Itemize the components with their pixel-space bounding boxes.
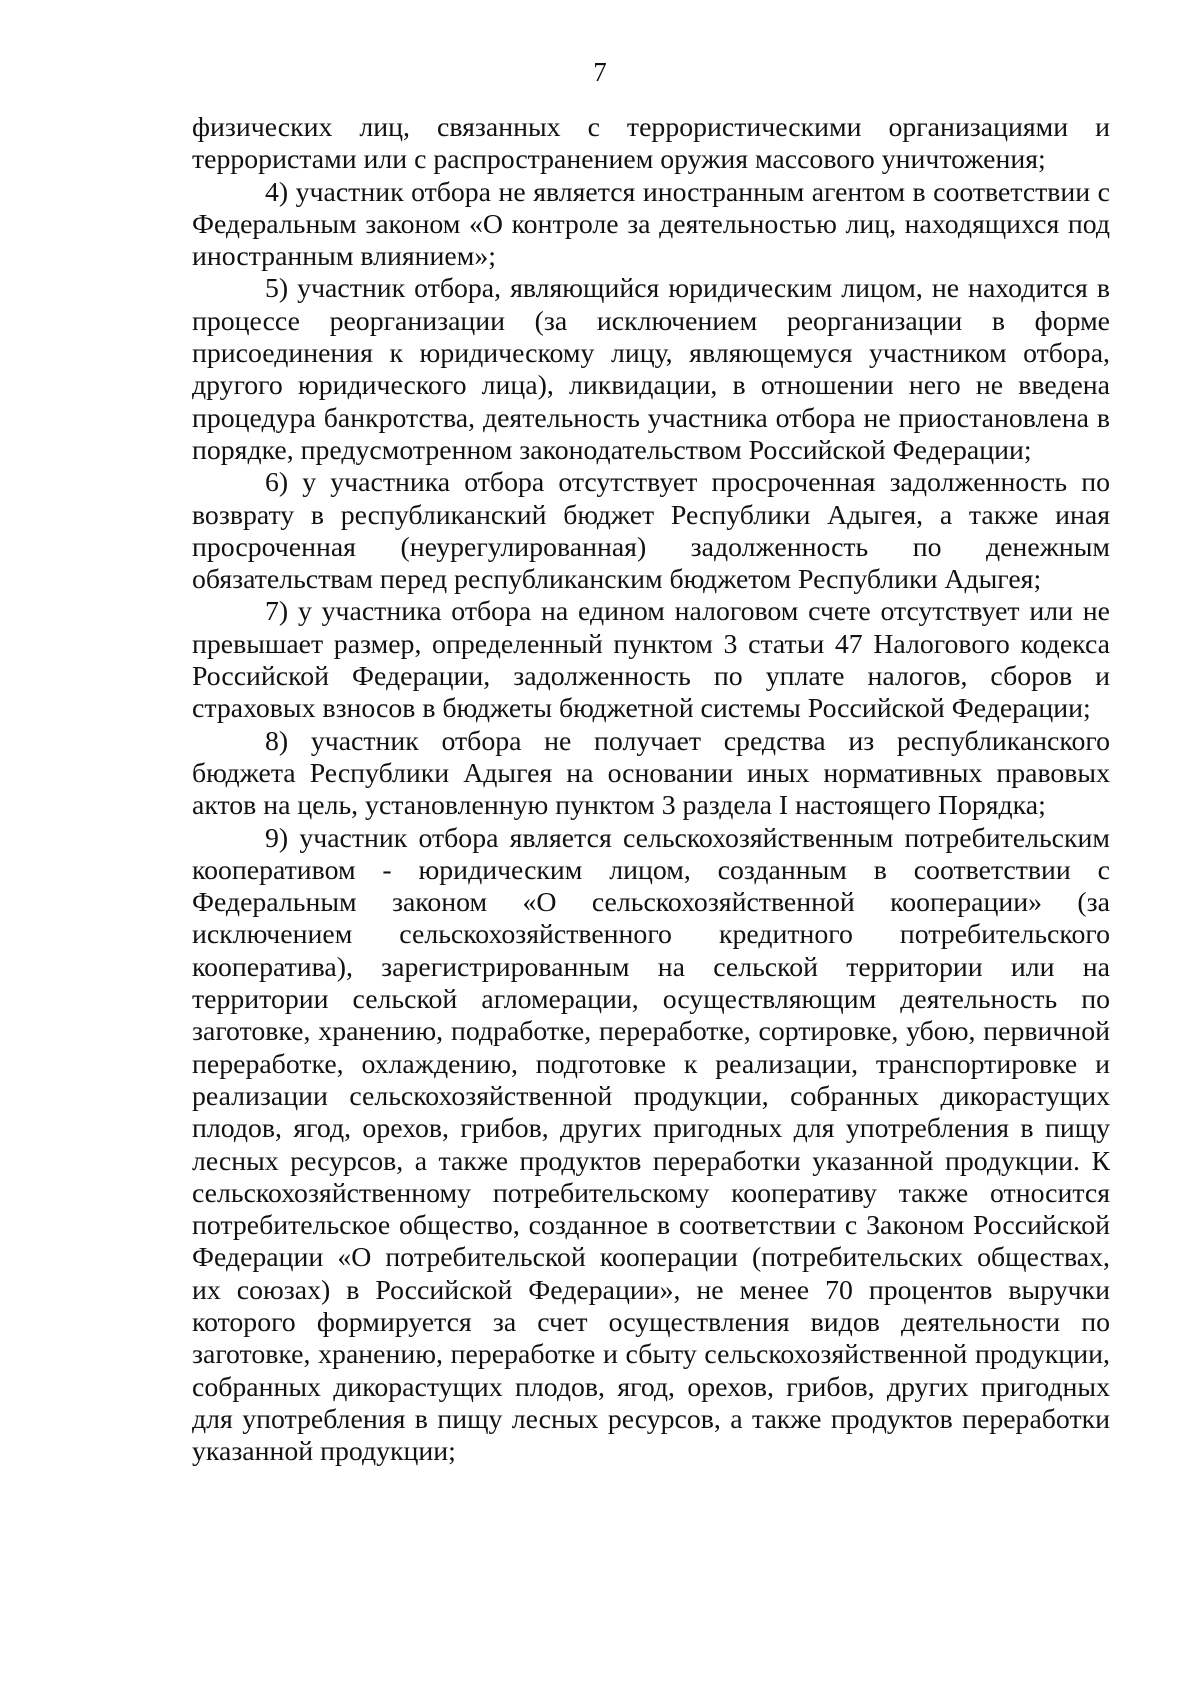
paragraph-item-4: 4) участник отбора не является иностранным агентом в соответствии с Федеральным законом «О контроле за деятельностью лиц, находящихся под иностранным влиянием»; — [192, 176, 1110, 273]
page-number: 7 — [593, 57, 607, 87]
paragraph-item-9: 9) участник отбора является сельскохозяйственным потребительским кооперативом - юридическим лицом, созданным в соответствии с Федеральным законом «О сельскохозяйственной кооперации» (за исключением сельскохозяйственного кредитного потребительского кооператива), зарегистрированным на сельской территории или на территории сельской агломерации, осуществляющим деятельность по заготовке, хранению, подработке, переработке, сортировке, убою, первичной переработке, охлаждению, подготовке к реализации, транспортировке и реализации сельскохозяйственной продукции, собранных дикорастущих плодов, ягод, орехов, грибов, других пригодных для употребления в пищу лесных ресурсов, а также продуктов переработки указанной продукции. К сельскохозяйственному потребительскому кооперативу также относится потребительское общество, созданное в соответствии с Законом Российской Федерации «О потребительской кооперации (потребительских обществах, их союзах) в Российской Федерации», не менее 70 процентов выручки которого формируется за счет осуществления видов деятельности по заготовке, хранению, переработке и сбыту сельскохозяйственной продукции, собранных дикорастущих плодов, ягод, орехов, грибов, других пригодных для употребления в пищу лесных ресурсов, а также продуктов переработки указанной продукции; — [192, 822, 1110, 1468]
paragraph-item-6: 6) у участника отбора отсутствует просроченная задолженность по возврату в республиканский бюджет Республики Адыгея, а также иная просроченная (неурегулированная) задолженность по денежным обязательствам перед республиканским бюджетом Республики Адыгея; — [192, 467, 1110, 596]
paragraph-continuation: физических лиц, связанных с террористическими организациями и террористами или с распространением оружия массового уничтожения; — [192, 112, 1110, 176]
paragraph-item-8: 8) участник отбора не получает средства из республиканского бюджета Республики Адыгея на основании иных нормативных правовых актов на цель, установленную пунктом 3 раздела I настоящего Порядка; — [192, 725, 1110, 822]
paragraph-item-7: 7) у участника отбора на едином налоговом счете отсутствует или не превышает размер, определенный пунктом 3 статьи 47 Налогового кодекса Российской Федерации, задолженность по уплате налогов, сборов и страховых взносов в бюджеты бюджетной системы Российской Федерации; — [192, 596, 1110, 725]
paragraph-item-5: 5) участник отбора, являющийся юридическим лицом, не находится в процессе реорганизации (за исключением реорганизации в форме присоединения к юридическому лицу, являющемуся участником отбора, другого юридического лица), ликвидации, в отношении него не введена процедура банкротства, деятельность участника отбора не приостановлена в порядке, предусмотренном законодательством Российской Федерации; — [192, 273, 1110, 466]
document-body — [192, 112, 1110, 1468]
